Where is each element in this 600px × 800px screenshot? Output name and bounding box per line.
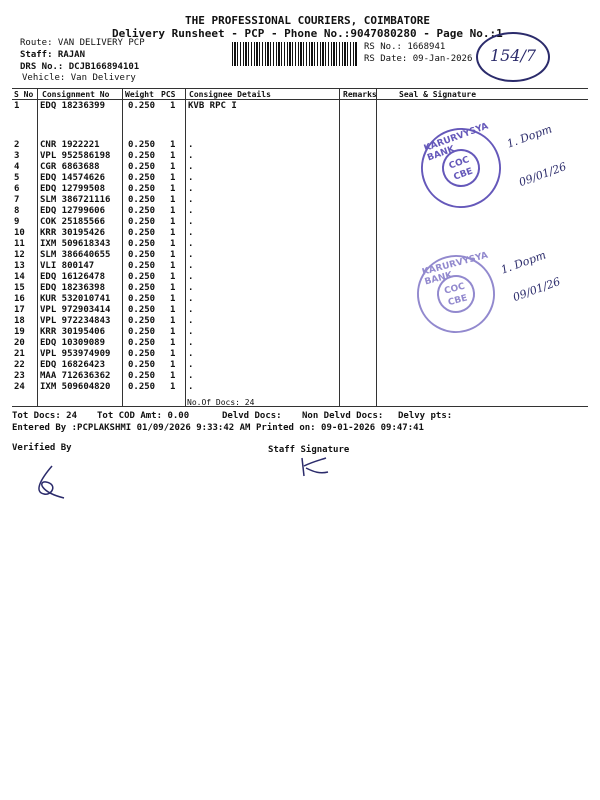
runsheet-table — [12, 88, 588, 406]
cell-pcs: 1 — [170, 316, 176, 326]
cell-sno: 7 — [14, 195, 20, 205]
rs-date: RS Date: 09-Jan-2026 — [364, 54, 473, 64]
cell-weight: 0.250 — [128, 261, 156, 271]
stamp-center: COC CBE — [437, 144, 486, 193]
drs-number: DRS No.: DCJB166894101 — [20, 62, 140, 72]
cell-consignee: . — [188, 327, 194, 337]
cell-sno: 6 — [14, 184, 20, 194]
cell-consignment-no: EDQ 18236398 — [40, 283, 106, 293]
cell-consignee: . — [188, 272, 194, 282]
non-delivered-docs: Non Delvd Docs: — [302, 411, 384, 421]
cell-consignee: . — [188, 206, 194, 216]
cell-pcs: 1 — [170, 162, 176, 172]
table-row — [12, 217, 588, 228]
cell-consignee: . — [188, 195, 194, 205]
cell-pcs: 1 — [170, 371, 176, 381]
col-header-pcs: PCS — [161, 90, 176, 99]
cell-pcs: 1 — [170, 272, 176, 282]
cell-weight: 0.250 — [128, 195, 156, 205]
cell-consignee: . — [188, 349, 194, 359]
table-row — [12, 338, 588, 349]
table-row — [12, 140, 588, 151]
cell-pcs: 1 — [170, 101, 176, 111]
cell-sno: 19 — [14, 327, 25, 337]
cell-consignment-no: EDQ 16826423 — [40, 360, 106, 370]
cell-pcs: 1 — [170, 239, 176, 249]
cell-consignee: . — [188, 382, 194, 392]
cell-pcs: 1 — [170, 173, 176, 183]
table-row — [12, 327, 588, 338]
cell-consignment-no: IXM 509604820 — [40, 382, 111, 392]
cell-weight: 0.250 — [128, 272, 156, 282]
cell-consignment-no: CGR 6863688 — [40, 162, 100, 172]
table-row — [12, 294, 588, 305]
cell-pcs: 1 — [170, 382, 176, 392]
cell-consignment-no: VPL 953974909 — [40, 349, 111, 359]
cell-weight: 0.250 — [128, 250, 156, 260]
table-row — [12, 239, 588, 250]
table-row — [12, 250, 588, 261]
cell-weight: 0.250 — [128, 305, 156, 315]
cell-consignment-no: VPL 952586198 — [40, 151, 111, 161]
cell-consignee: . — [188, 140, 194, 150]
cell-consignee: . — [188, 184, 194, 194]
cell-consignment-no: KRR 30195426 — [40, 228, 106, 238]
cell-consignee: . — [188, 173, 194, 183]
cell-sno: 16 — [14, 294, 25, 304]
cell-consignment-no: VPL 972234843 — [40, 316, 111, 326]
company-name: THE PROFESSIONAL COURIERS, COIMBATORE — [185, 14, 431, 27]
cell-consignee: . — [188, 250, 194, 260]
cell-sno: 24 — [14, 382, 25, 392]
cell-sno: 23 — [14, 371, 25, 381]
cell-weight: 0.250 — [128, 338, 156, 348]
cell-sno: 22 — [14, 360, 25, 370]
cell-weight: 0.250 — [128, 349, 156, 359]
cell-consignee: . — [188, 283, 194, 293]
cell-consignment-no: VLI 800147 — [40, 261, 95, 271]
cell-pcs: 1 — [170, 349, 176, 359]
cell-pcs: 1 — [170, 228, 176, 238]
delivered-docs: Delvd Docs: — [222, 411, 282, 421]
printed-on: Printed on: 09-01-2026 09:47:41 — [256, 423, 424, 433]
table-header-border — [12, 99, 588, 100]
table-row — [12, 195, 588, 206]
cell-consignment-no: SLM 386640655 — [40, 250, 111, 260]
cell-sno: 15 — [14, 283, 25, 293]
cell-consignee: . — [188, 217, 194, 227]
cell-weight: 0.250 — [128, 294, 156, 304]
cell-pcs: 1 — [170, 305, 176, 315]
cell-consignee: . — [188, 162, 194, 172]
verifier-signature — [30, 462, 70, 502]
stamp-ring-text: KARURVYSYA BANK — [422, 121, 490, 164]
stamp-note: 1. Dopm — [499, 248, 548, 277]
cell-weight: 0.250 — [128, 101, 156, 111]
table-row — [12, 173, 588, 184]
cell-consignment-no: EDQ 12799606 — [40, 206, 106, 216]
delivery-points: Delvy pts: — [398, 411, 453, 421]
cell-sno: 8 — [14, 206, 20, 216]
table-row — [12, 283, 588, 294]
staff-label: Staff: RAJAN — [20, 50, 86, 60]
cell-consignment-no: EDQ 14574626 — [40, 173, 106, 183]
table-row — [12, 228, 588, 239]
cell-weight: 0.250 — [128, 184, 156, 194]
cell-pcs: 1 — [170, 151, 176, 161]
cell-consignee: . — [188, 360, 194, 370]
cell-consignment-no: CNR 1922221 — [40, 140, 100, 150]
table-bottom-border — [12, 406, 588, 407]
cell-pcs: 1 — [170, 360, 176, 370]
staff-signature — [294, 452, 334, 480]
cell-consignment-no: MAA 712636362 — [40, 371, 111, 381]
cell-sno: 1 — [14, 101, 20, 111]
cell-weight: 0.250 — [128, 173, 156, 183]
cell-consignment-no: SLM 386721116 — [40, 195, 111, 205]
cell-consignee: . — [188, 305, 194, 315]
cell-consignment-no: EDQ 16126478 — [40, 272, 106, 282]
table-top-border — [12, 88, 588, 89]
cell-consignment-no: EDQ 12799508 — [40, 184, 106, 194]
cell-weight: 0.250 — [128, 151, 156, 161]
cell-pcs: 1 — [170, 327, 176, 337]
cell-pcs: 1 — [170, 140, 176, 150]
cell-consignment-no: KRR 30195406 — [40, 327, 106, 337]
cell-weight: 0.250 — [128, 360, 156, 370]
no-of-docs: No.Of Docs: 24 — [187, 398, 255, 407]
cell-consignee: . — [188, 294, 194, 304]
table-row — [12, 305, 588, 316]
stamp-ring-text: KARURVYSYA BANK — [421, 250, 490, 288]
cell-weight: 0.250 — [128, 228, 156, 238]
tot-docs: Tot Docs: 24 — [12, 411, 78, 421]
cell-weight: 0.250 — [128, 283, 156, 293]
cell-pcs: 1 — [170, 294, 176, 304]
cell-consignee: . — [188, 338, 194, 348]
staff-signature-label: Staff Signature — [268, 445, 350, 455]
runsheet-title: Delivery Runsheet - PCP - Phone No.:9047080280 - Page No.:1 — [112, 27, 503, 40]
cell-consignee: . — [188, 151, 194, 161]
cell-sno: 17 — [14, 305, 25, 315]
cell-sno: 20 — [14, 338, 25, 348]
cell-weight: 0.250 — [128, 206, 156, 216]
cell-pcs: 1 — [170, 184, 176, 194]
table-row — [12, 360, 588, 371]
cell-consignment-no: COK 25185566 — [40, 217, 106, 227]
cell-sno: 5 — [14, 173, 20, 183]
cell-weight: 0.250 — [128, 239, 156, 249]
col-header-seal: Seal & Signature — [399, 90, 477, 99]
table-row — [12, 151, 588, 162]
tot-cod-amount: Tot COD Amt: 0.00 — [97, 411, 190, 421]
cell-consignment-no: IXM 509618343 — [40, 239, 111, 249]
col-header-sno: S No — [14, 90, 34, 99]
vehicle-label: Vehicle: Van Delivery — [22, 73, 136, 83]
cell-consignee: . — [188, 239, 194, 249]
cell-sno: 4 — [14, 162, 20, 172]
table-row — [12, 184, 588, 195]
cell-consignment-no: EDQ 18236399 — [40, 101, 106, 111]
cell-consignee: . — [188, 371, 194, 381]
cell-sno: 14 — [14, 272, 25, 282]
cell-pcs: 1 — [170, 250, 176, 260]
cell-sno: 11 — [14, 239, 25, 249]
stamp-note: 1. Dopm — [505, 122, 554, 151]
handwritten-count: 154/7 — [476, 32, 550, 82]
cell-consignment-no: VPL 972903414 — [40, 305, 111, 315]
cell-sno: 3 — [14, 151, 20, 161]
table-row — [12, 101, 588, 112]
cell-sno: 10 — [14, 228, 25, 238]
col-header-weight: Weight — [125, 90, 154, 99]
cell-weight: 0.250 — [128, 162, 156, 172]
cell-pcs: 1 — [170, 338, 176, 348]
cell-pcs: 1 — [170, 217, 176, 227]
cell-sno: 9 — [14, 217, 20, 227]
cell-pcs: 1 — [170, 206, 176, 216]
table-row — [12, 371, 588, 382]
cell-consignee: . — [188, 228, 194, 238]
table-row — [12, 162, 588, 173]
table-row — [12, 316, 588, 327]
cell-weight: 0.250 — [128, 140, 156, 150]
col-header-consignment: Consignment No — [42, 90, 110, 99]
col-header-remarks: Remarks — [343, 90, 377, 99]
cell-sno: 12 — [14, 250, 25, 260]
cell-weight: 0.250 — [128, 316, 156, 326]
cell-weight: 0.250 — [128, 217, 156, 227]
stamp-date: 09/01/26 — [517, 159, 569, 190]
verified-by-label: Verified By — [12, 443, 72, 453]
cell-pcs: 1 — [170, 261, 176, 271]
cell-consignment-no: KUR 532010741 — [40, 294, 111, 304]
cell-pcs: 1 — [170, 283, 176, 293]
cell-weight: 0.250 — [128, 327, 156, 337]
cell-sno: 13 — [14, 261, 25, 271]
entered-by: Entered By :PCPLAKSHMI 01/09/2026 9:33:42 AM — [12, 423, 251, 433]
cell-weight: 0.250 — [128, 371, 156, 381]
stamp-date: 09/01/26 — [511, 274, 563, 305]
cell-consignment-no: EDQ 10309089 — [40, 338, 106, 348]
cell-pcs: 1 — [170, 195, 176, 205]
cell-consignee: . — [188, 261, 194, 271]
cell-consignee: . — [188, 316, 194, 326]
table-row — [12, 382, 588, 393]
cell-weight: 0.250 — [128, 382, 156, 392]
barcode — [232, 42, 358, 66]
table-row — [12, 206, 588, 217]
cell-sno: 2 — [14, 140, 20, 150]
table-row — [12, 349, 588, 360]
rs-number: RS No.: 1668941 — [364, 42, 446, 52]
cell-consignee: KVB RPC I — [188, 101, 237, 111]
col-header-consignee: Consignee Details — [189, 90, 271, 99]
cell-sno: 18 — [14, 316, 25, 326]
stamp-center: COC CBE — [433, 271, 480, 318]
cell-sno: 21 — [14, 349, 25, 359]
route-label: Route: VAN DELIVERY PCP — [20, 38, 145, 48]
